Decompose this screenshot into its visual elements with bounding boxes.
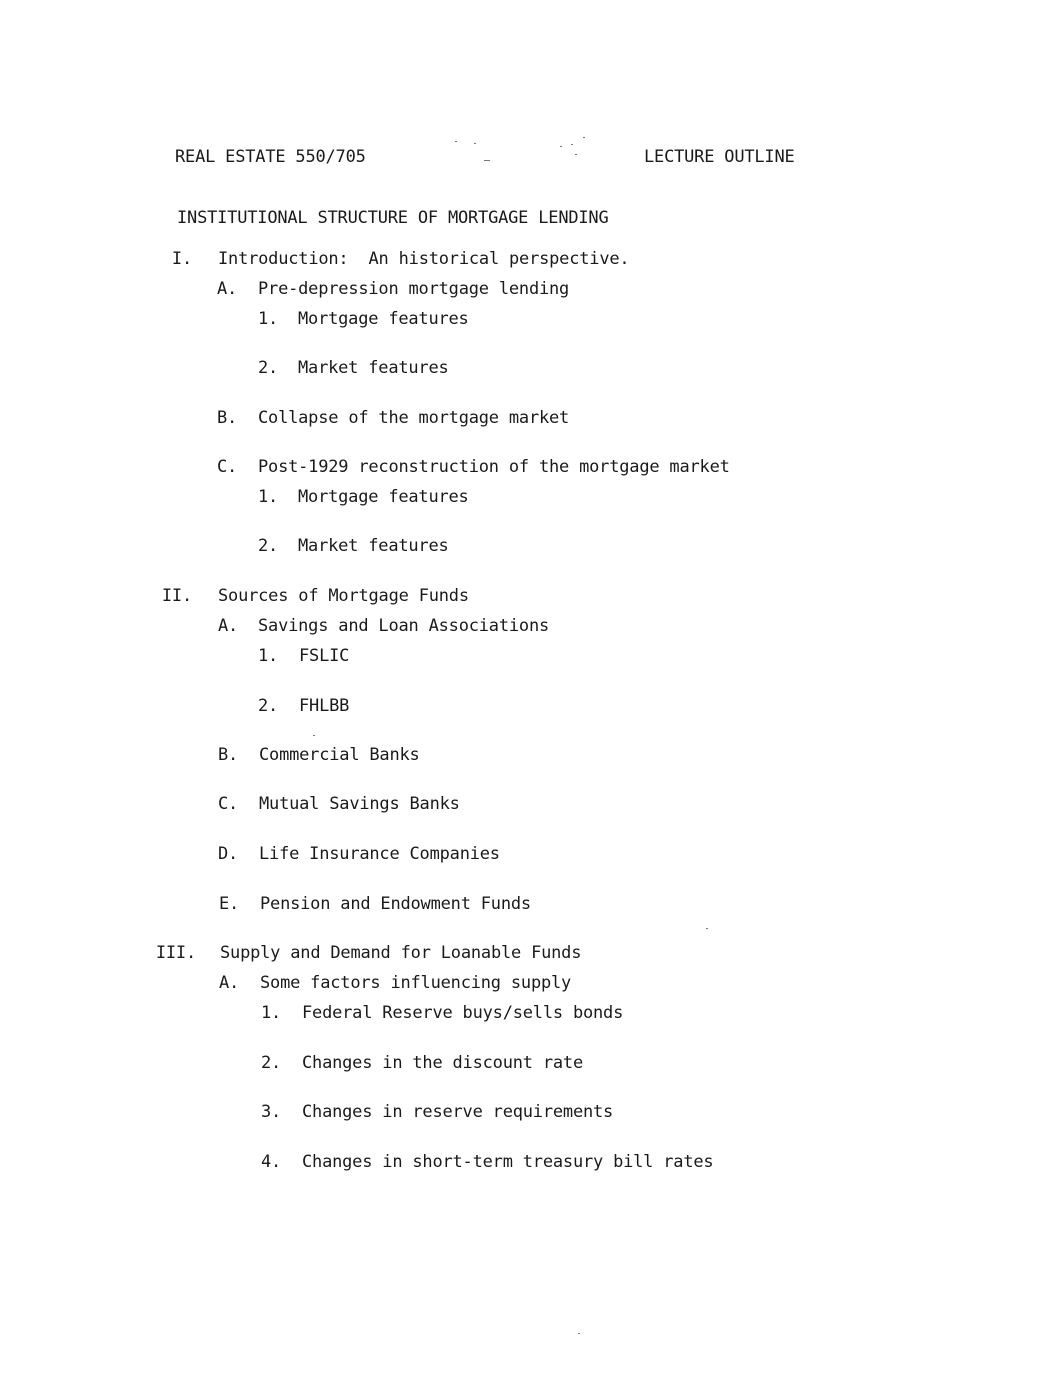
document-type: LECTURE OUTLINE [644,147,795,167]
item-text: FHLBB [299,696,350,716]
subsection-heading: Post-1929 reconstruction of the mortgage market [258,457,730,477]
subsection-marker: A. [219,973,240,993]
item-text: Mortgage features [298,487,469,507]
item-text: Federal Reserve buys/sells bonds [302,1003,624,1023]
subsection-heading: Pre-depression mortgage lending [258,279,570,299]
section-heading: Introduction: An historical perspective. [218,249,630,269]
section-heading: Sources of Mortgage Funds [218,586,469,606]
subsection-marker: A. [218,616,239,636]
item-marker: 2. [258,696,279,716]
outline-title: INSTITUTIONAL STRUCTURE OF MORTGAGE LENDING [177,208,609,228]
item-marker: 1. [258,487,279,507]
subsection-marker: C. [218,794,239,814]
section-marker: II. [161,586,192,606]
item-text: Changes in reserve requirements [302,1102,614,1122]
subsection-marker: C. [217,457,238,477]
subsection-marker: B. [217,408,238,428]
item-text: Changes in the discount rate [302,1053,583,1073]
item-marker: 2. [261,1053,282,1073]
item-text: Market features [298,536,449,556]
subsection-marker: A. [217,279,238,299]
subsection-heading: Collapse of the mortgage market [258,408,570,428]
section-heading: Supply and Demand for Loanable Funds [220,943,582,963]
subsection-heading: Mutual Savings Banks [259,794,460,814]
item-marker: 1. [258,646,279,666]
item-marker: 2. [258,536,279,556]
subsection-marker: B. [218,745,239,765]
item-text: Mortgage features [298,309,469,329]
subsection-heading: Savings and Loan Associations [258,616,550,636]
subsection-heading: Commercial Banks [259,745,420,765]
item-marker: 1. [261,1003,282,1023]
subsection-heading: Pension and Endowment Funds [260,894,531,914]
item-text: FSLIC [299,646,350,666]
item-marker: 3. [261,1102,282,1122]
subsection-marker: E. [219,894,240,914]
section-marker: III. [155,943,196,963]
subsection-heading: Life Insurance Companies [259,844,500,864]
subsection-marker: D. [218,844,239,864]
subsection-heading: Some factors influencing supply [260,973,572,993]
item-marker: 4. [261,1152,282,1172]
item-marker: 1. [258,309,279,329]
item-marker: 2. [258,358,279,378]
course-number: REAL ESTATE 550/705 [175,147,366,167]
item-text: Market features [298,358,449,378]
section-marker: I. [171,249,192,269]
item-text: Changes in short-term treasury bill rates [302,1152,714,1172]
